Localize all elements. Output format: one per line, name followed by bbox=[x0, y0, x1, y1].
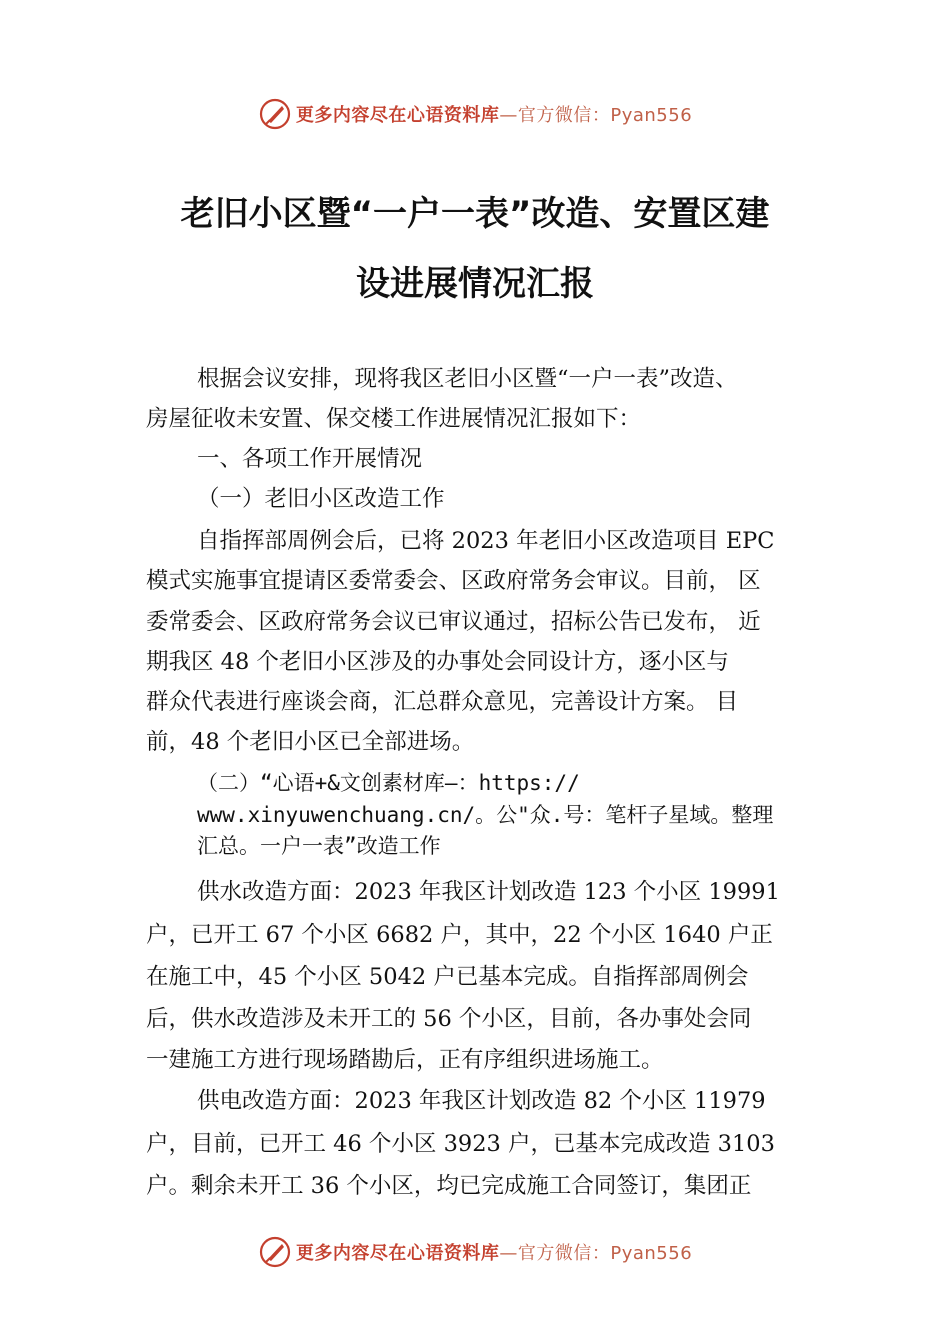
para1-line-5: 群众代表进行座谈会商，汇总群众意见，完善设计方案。 目 bbox=[146, 689, 739, 715]
subsection-heading-2-line-3: 汇总。一户一表”改造工作 bbox=[197, 834, 441, 858]
para1-line-6: 前，48 个老旧小区已全部进场。 bbox=[146, 729, 475, 755]
quill-seal-icon bbox=[258, 97, 292, 131]
subsection-heading-1: （一）老旧小区改造工作 bbox=[197, 486, 445, 512]
watermark-banner-bottom bbox=[0, 1232, 950, 1272]
quill-seal-icon bbox=[258, 1235, 292, 1269]
document-title-line-1: 老旧小区暨“一户一表”改造、安置区建 bbox=[180, 194, 770, 234]
para2-line-3: 在施工中，45 个小区 5042 户已基本完成。自指挥部周例会 bbox=[146, 964, 749, 990]
para1-line-3: 委常委会、区政府常务会议已审议通过，招标公告已发布， 近 bbox=[146, 609, 761, 635]
para2-line-5: 一建施工方进行现场踏勘后，正有序组织进场施工。 bbox=[146, 1047, 664, 1073]
para1-line-4: 期我区 48 个老旧小区涉及的办事处会同设计方，逐小区与 bbox=[146, 649, 729, 675]
subsection-heading-2-line-1: （二）“心语+&文创素材库—：https:// bbox=[197, 771, 580, 795]
para2-line-1: 供水改造方面：2023 年我区计划改造 123 个小区 19991 bbox=[197, 879, 780, 905]
watermark-banner-top bbox=[0, 94, 950, 134]
subsection-heading-2-line-2: www.xinyuwenchuang.cn/。公"众.号：笔杆子星域。整理 bbox=[197, 803, 774, 827]
para3-line-3: 户。剩余未开工 36 个小区，均已完成施工合同签订，集团正 bbox=[146, 1173, 752, 1199]
section-heading-1: 一、各项工作开展情况 bbox=[197, 446, 423, 472]
para3-line-2: 户，目前，已开工 46 个小区 3923 户，已基本完成改造 3103 bbox=[146, 1131, 775, 1157]
para3-line-1: 供电改造方面：2023 年我区计划改造 82 个小区 11979 bbox=[197, 1088, 766, 1114]
watermark-text: 更多内容尽在心语资料库—官方微信：Pyan556 bbox=[295, 105, 693, 126]
document-title-line-2: 设进展情况汇报 bbox=[356, 264, 594, 304]
para1-line-1: 自指挥部周例会后，已将 2023 年老旧小区改造项目 EPC bbox=[197, 528, 775, 554]
intro-line-1: 根据会议安排，现将我区老旧小区暨“一户一表”改造、 bbox=[197, 366, 738, 392]
para1-line-2: 模式实施事宜提请区委常委会、区政府常务会审议。目前， 区 bbox=[146, 568, 761, 594]
intro-line-2: 房屋征收未安置、保交楼工作进展情况汇报如下： bbox=[146, 406, 642, 432]
watermark-text: 更多内容尽在心语资料库—官方微信：Pyan556 bbox=[295, 1243, 693, 1264]
para2-line-2: 户，已开工 67 个小区 6682 户，其中，22 个小区 1640 户正 bbox=[146, 922, 773, 948]
para2-line-4: 后，供水改造涉及未开工的 56 个小区，目前，各办事处会同 bbox=[146, 1006, 752, 1032]
